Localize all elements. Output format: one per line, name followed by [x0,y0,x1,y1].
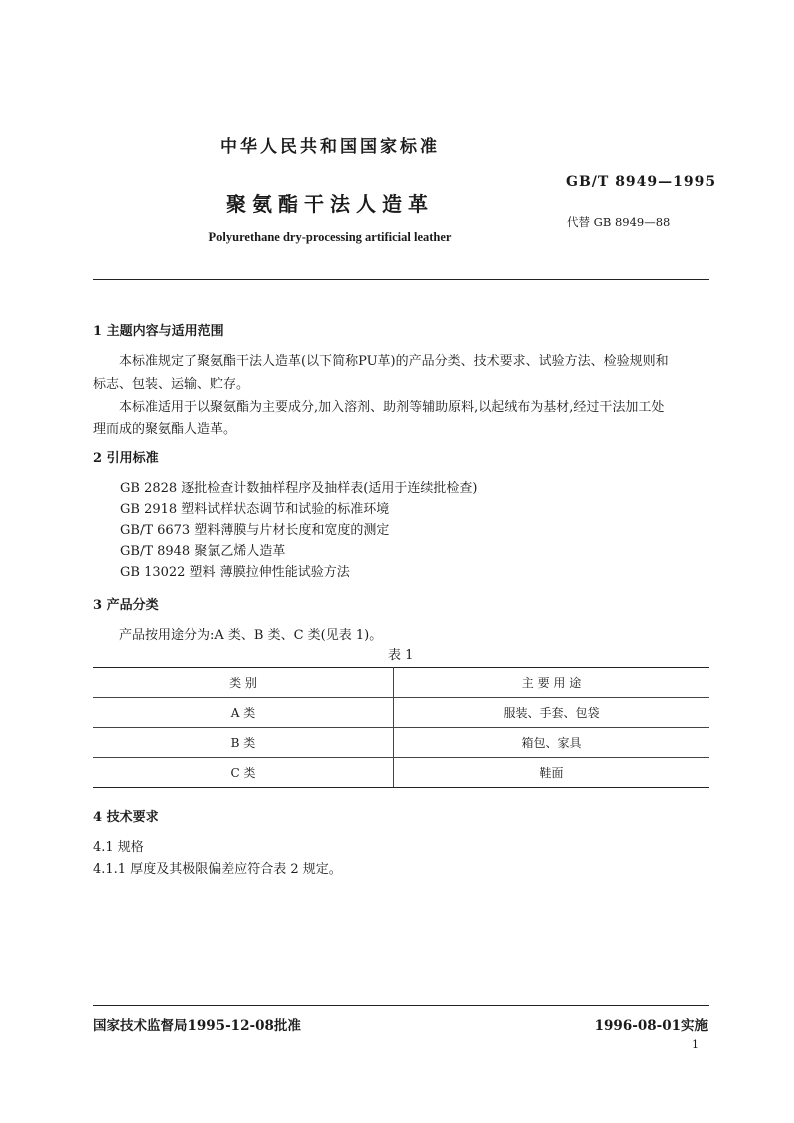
table-cell: B 类 [93,728,394,758]
section-1-para1-line1: 本标准规定了聚氨酯干法人造革(以下简称PU革)的产品分类、技术要求、试验方法、检验规则和 [119,354,669,369]
document-title: 聚氨酯干法人造革 [226,192,434,216]
issuing-organization: 中华人民共和国国家标准 [220,137,440,157]
reference-item: GB 13022 塑料 薄膜拉伸性能试验方法 [120,565,350,580]
section-2-heading: 2 引用标准 [93,451,159,466]
table-cell: A 类 [93,698,394,728]
table-cell: 箱包、家具 [394,728,710,758]
footer-divider [93,1005,709,1006]
header-divider [93,279,709,280]
table-cell: 服装、手套、包袋 [394,698,710,728]
table-cell: C 类 [93,758,394,788]
section-4-heading: 4 技术要求 [93,810,159,825]
reference-item: GB/T 6673 塑料薄膜与片材长度和宽度的测定 [120,523,390,538]
table-cell: 鞋面 [394,758,710,788]
section-3-text: 产品按用途分为:A 类、B 类、C 类(见表 1)。 [119,628,383,643]
section-3-heading: 3 产品分类 [93,598,159,613]
reference-item: GB/T 8948 聚氯乙烯人造革 [120,544,286,559]
page-number: 1 [692,1038,699,1051]
table-row [93,728,709,758]
replaces-standard: 代替 GB 8949—88 [567,215,671,229]
reference-item: GB 2828 逐批检查计数抽样程序及抽样表(适用于连续批检查) [120,481,478,496]
section-1-para2-line2: 理而成的聚氨酯人造革。 [93,422,237,437]
implementation-date: 1996-08-01实施 [594,1018,708,1034]
table-header-cell: 类 别 [93,668,394,698]
section-1-heading: 1 主题内容与适用范围 [93,324,224,339]
product-classification-table [93,667,709,788]
table-row [93,758,709,788]
table-header-cell: 主 要 用 途 [394,668,710,698]
standard-number: GB/T 8949—1995 [566,174,717,190]
section-1-para1-line2: 标志、包装、运输、贮存。 [93,377,250,392]
table-row [93,698,709,728]
section-1-para2-line1: 本标准适用于以聚氨酯为主要成分,加入溶剂、助剂等辅助原料,以起绒布为基材,经过干法加工处 [119,400,665,415]
section-4-1-1-text: 4.1.1 厚度及其极限偏差应符合表 2 规定。 [93,862,342,877]
section-4-1-heading: 4.1 规格 [93,840,144,855]
approval-date: 国家技术监督局1995-12-08批准 [93,1018,301,1034]
table-header-row [93,668,709,698]
reference-item: GB 2918 塑料试样状态调节和试验的标准环境 [120,502,390,517]
table-caption: 表 1 [388,648,414,663]
english-title: Polyurethane dry-processing artificial leather [208,230,452,244]
